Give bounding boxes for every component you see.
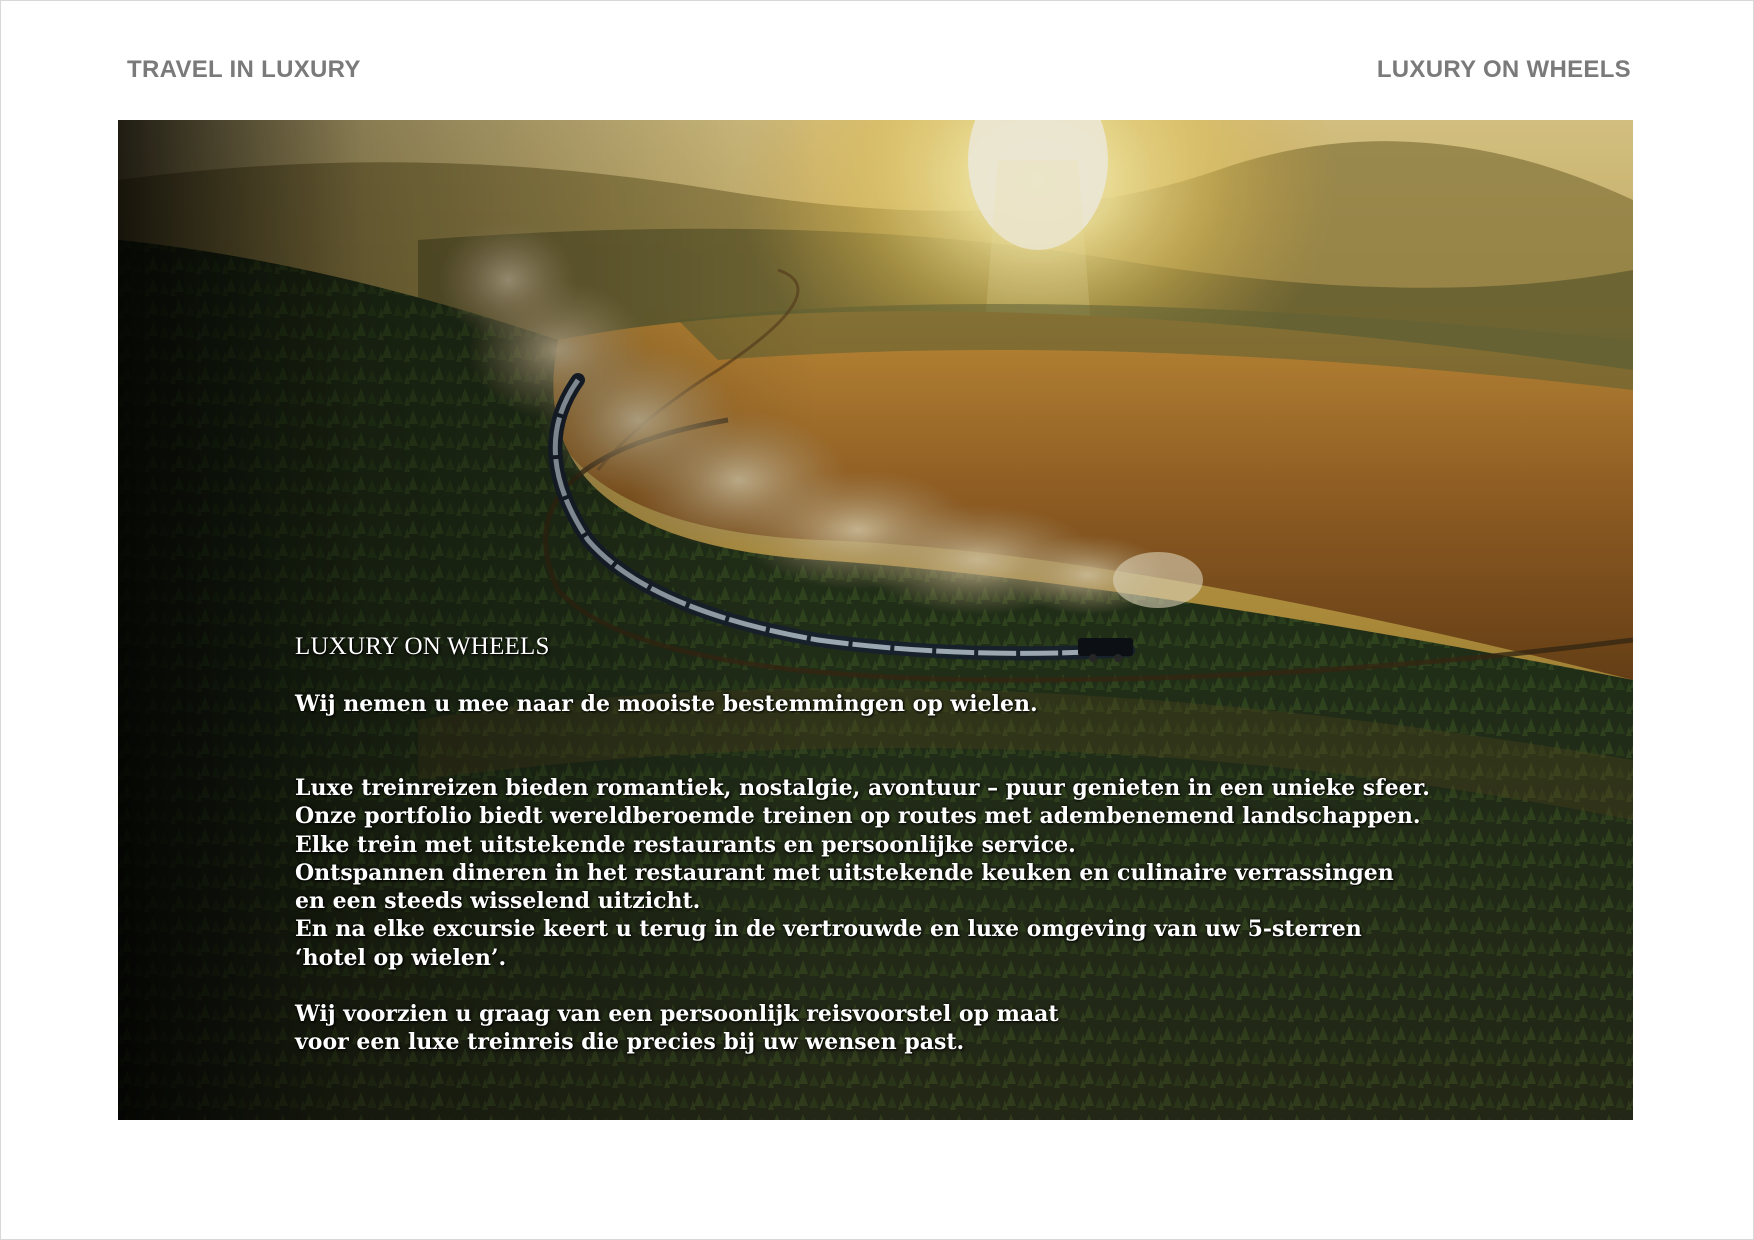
paragraph-2-line: Wij voorzien u graag van een persoonlijk reisvoorstel op maat xyxy=(295,1001,1059,1028)
paragraph-1-line: Elke trein met uitstekende restaurants en persoonlijke service. xyxy=(295,831,1076,858)
paragraph-1-line: Ontspannen dineren in het restaurant met uitstekende keuken en culinaire verrassingen xyxy=(295,859,1394,886)
header-left-title: TRAVEL IN LUXURY xyxy=(127,56,361,83)
paragraph-2 xyxy=(295,1000,1545,1057)
content-title: LUXURY ON WHEELS xyxy=(295,633,550,660)
overlay-text-block xyxy=(295,632,1545,1085)
paragraph-1 xyxy=(295,774,1545,972)
content-tagline: Wij nemen u mee naar de mooiste bestemmingen op wielen. xyxy=(295,691,1038,717)
paragraph-1-line: ‘hotel op wielen’. xyxy=(295,944,507,971)
paragraph-1-line: En na elke excursie keert u terug in de vertrouwde en luxe omgeving van uw 5-sterren xyxy=(295,916,1362,943)
paragraph-2-line: voor een luxe treinreis die precies bij uw wensen past. xyxy=(295,1029,965,1056)
paragraph-1-line: en een steeds wisselend uitzicht. xyxy=(295,888,701,915)
paragraph-1-line: Luxe treinreizen bieden romantiek, nostalgie, avontuur – puur genieten in een unieke sfeer. xyxy=(295,775,1430,801)
header-right-title: LUXURY ON WHEELS xyxy=(1376,56,1631,83)
paragraph-1-line: Onze portfolio biedt wereldberoemde treinen op routes met adembenemend landschappen. xyxy=(295,803,1421,830)
